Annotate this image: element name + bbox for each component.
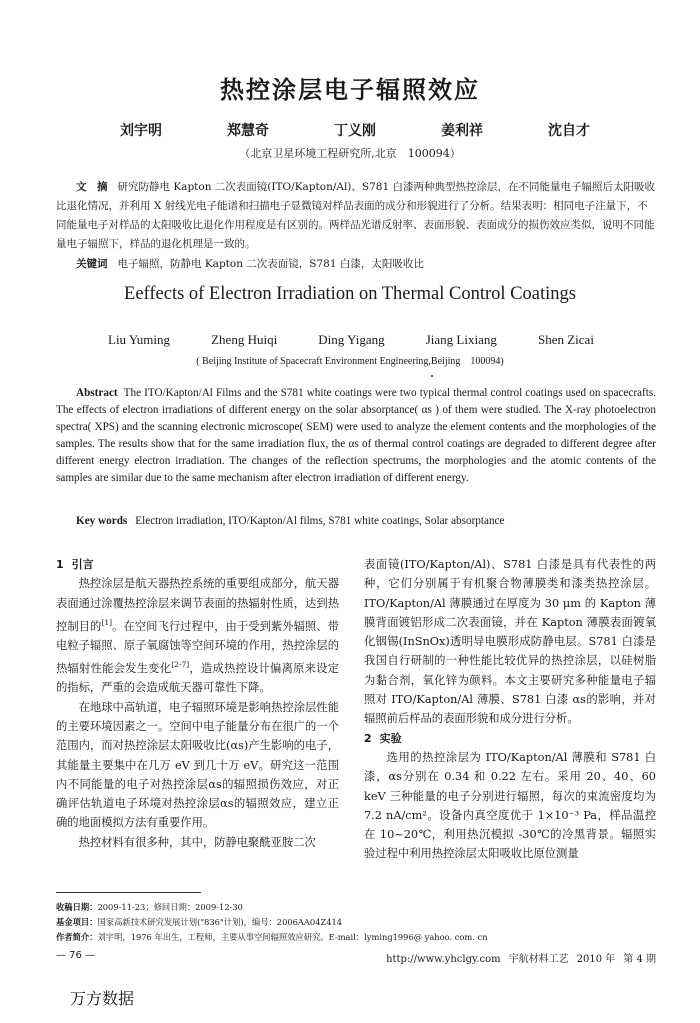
citation: [1] xyxy=(101,617,113,627)
footnote-text: 2009-11-23；修回日期：2009-12-30 xyxy=(97,902,243,912)
chinese-keywords-text: 电子辐照，防静电 Kapton 二次表面镜，S781 白漆，太阳吸收比 xyxy=(117,258,424,270)
separator-dot xyxy=(431,375,433,377)
english-keywords-text: Electron irradiation, ITO/Kapton/Al films, S781 white coatings, Solar absorptance xyxy=(135,515,505,527)
chinese-abstract xyxy=(56,178,656,254)
journal-info xyxy=(378,950,656,965)
footnote-text: 刘宇明，1976 年出生，工程师，主要从事空间辐照效应研究。E-mail：lyming1996@ yahoo. com. cn xyxy=(97,932,488,942)
english-author: Jiang Lixiang xyxy=(425,332,497,347)
section-heading-introduction xyxy=(56,555,339,574)
footnote-received xyxy=(56,900,656,915)
section-number: 2 xyxy=(364,731,372,745)
paragraph-text: ，造成热控设计偏离原来设定的指标，严重的会造成航天器可靠性下降。 xyxy=(56,662,339,695)
paragraph-text: 。在空间飞行过程中，由于受到紫外辐照、带电粒子辐照、原子氧腐蚀等空间环境的作用，热控涂层的热辐射性能会发生变化 xyxy=(56,619,339,676)
section-heading-experiment xyxy=(364,729,656,748)
english-author-list xyxy=(108,332,594,348)
chinese-abstract-label: 文 摘 xyxy=(76,181,108,193)
english-keywords xyxy=(76,515,666,527)
right-column xyxy=(364,555,656,864)
journal-year: 2010 年 xyxy=(576,954,616,965)
journal-name: 宇航材料工艺 xyxy=(508,954,569,965)
english-title: Eeffects of Electron Irradiation on Thermal Control Coatings xyxy=(124,284,576,304)
english-affiliation: ( Beijing Institute of Spacecraft Environment Engineering,Beijing 100094) xyxy=(196,356,504,367)
watermark: 万方数据 xyxy=(70,989,135,1008)
section-title: 实验 xyxy=(379,731,402,745)
page-footer xyxy=(56,950,656,965)
chinese-author: 刘宇明 xyxy=(120,123,162,139)
paragraph: 在地球中高轨道，电子辐照环境是影响热控涂层性能的主要环境因素之一。空间中电子能量分布在很广的一个范围内，而对热控涂层太阳吸收比(αs)产生影响的电子，其能量主要集中在几万 eV 到几十万 eV。研究这一范围内不同能量的电子对热控涂层αs的辐照损伤效应，对正确评估轨道电子环境对热控涂层αs的辐照效应，建立正确的地面模拟方法有重要作用。 xyxy=(56,700,339,830)
english-author: Liu Yuming xyxy=(108,332,170,347)
section-title: 引言 xyxy=(71,558,94,571)
chinese-title: 热控涂层电子辐照效应 xyxy=(220,75,480,104)
chinese-author: 沈自才 xyxy=(548,123,590,139)
paragraph: 表面镜(ITO/Kapton/Al)、S781 白漆是具有代表性的两种，它们分别属于有机聚合物薄膜类和漆类热控涂层。ITO/Kapton/Al 薄膜通过在厚度为 30 μm 的 Kapton 薄膜背面镀铝形成二次表面镜，并在 Kapton 薄膜表面镀氧化铟锡(InSnOx)透明导电膜形成防静电层。S781 白漆是我国自行研制的一种性能比较优异的热控涂层，以硅树脂为黏合剂，氧化锌为颜料。本文主要研究多种能量电子辐照对 ITO/Kapton/Al 薄膜、S781 白漆 αs的影响，并对辐照前后样品的表面形貌和成分进行分析。 xyxy=(364,558,656,726)
footnote-text: 国家高新技术研究发展计划("836"计划)，编号：2006AA04Z414 xyxy=(97,917,343,927)
footnote-rule xyxy=(56,892,201,893)
footnote-label: 基金项目： xyxy=(56,917,98,927)
english-abstract-text: The ITO/Kapton/Al Films and the S781 white coatings were two typical thermal control coatings used on spacecrafts. The effects of electron irradiations of different energy on the solar absorptance( αs ) of them were studied. The X-ray photoelectron spectra( XPS) and the scanning electronic microscope( SEM) were used to analyze the element contents and the morphologies of the samples. The results show that for the same irradiation flux, the αs of thermal control coatings are degraded to different degree after different energy electron irradiation. The changes of the reflection spectrums, the morphologies and the atomic contents of the samples are similar due to the same mechanism after electron irradiation of different energy. xyxy=(56,387,656,484)
journal-issue: 第 4 期 xyxy=(623,954,656,965)
citation: [2-7] xyxy=(171,660,190,670)
paragraph xyxy=(56,574,339,697)
section-number: 1 xyxy=(56,558,64,571)
footnote-label: 作者简介： xyxy=(56,932,98,942)
chinese-author: 姜利祥 xyxy=(441,123,483,139)
chinese-abstract-text: 研究防静电 Kapton 二次表面镜(ITO/Kapton/Al)、S781 白漆两种典型热控涂层，在不同能量电子辐照后太阳吸收比退化情况，并利用 X 射线光电子能谱和扫描电子显微镜对样品表面的成分和形貌进行了分析。结果表明：相同电子注量下，不同能量电子对样品的太阳吸收比退化作用程度是有区别的。两样品光谱反射率、表面形貌、表面成分的损伤效应类似，说明不同能量电子辐照下，样品的退化机理是一致的。 xyxy=(56,181,655,250)
chinese-author-list xyxy=(120,120,590,140)
footnote-fund xyxy=(56,915,656,930)
footnotes xyxy=(56,900,656,945)
paragraph: 选用的热控涂层为 ITO/Kapton/Al 薄膜和 S781 白漆，αs分别在 0.34 和 0.22 左右。采用 20、40、60 keV 三种能量的电子分别进行辐照，每次的束流密度均为 7.2 nA/cm²。设备内真空度优于 1×10⁻³ Pa，样品温控在 10~20℃，利用热沉模拟 -30℃的冷黑背景。辐照实验过程中利用热控涂层太阳吸收比原位测量 xyxy=(364,750,656,861)
chinese-author: 郑慧奇 xyxy=(227,123,269,139)
footnote-author xyxy=(56,930,656,945)
english-abstract-label: Abstract xyxy=(76,387,118,399)
paragraph-text: 热控涂层是航天器热控系统的重要组成部分，航天器表面通过涂覆热控涂层来调节表面的热辐射性质，达到热控制目的 xyxy=(56,577,339,633)
english-author: Shen Zicai xyxy=(537,332,594,347)
paragraph: 热控材料有很多种，其中，防静电聚酰亚胺二次 xyxy=(78,835,316,849)
english-author: Ding Yigang xyxy=(318,332,385,347)
page-number: — 76 — xyxy=(56,950,96,961)
english-abstract xyxy=(56,385,656,487)
chinese-affiliation: （北京卫星环境工程研究所,北京 100094） xyxy=(239,147,461,160)
chinese-author: 丁义刚 xyxy=(334,123,376,139)
journal-url: http://www.yhclgy.com xyxy=(386,954,501,965)
footnote-label: 收稿日期： xyxy=(56,902,98,912)
chinese-keywords xyxy=(76,256,666,271)
english-author: Zheng Huiqi xyxy=(211,332,278,347)
left-column xyxy=(56,555,339,852)
chinese-keywords-label: 关键词 xyxy=(76,258,108,270)
english-keywords-label: Key words xyxy=(76,515,128,527)
